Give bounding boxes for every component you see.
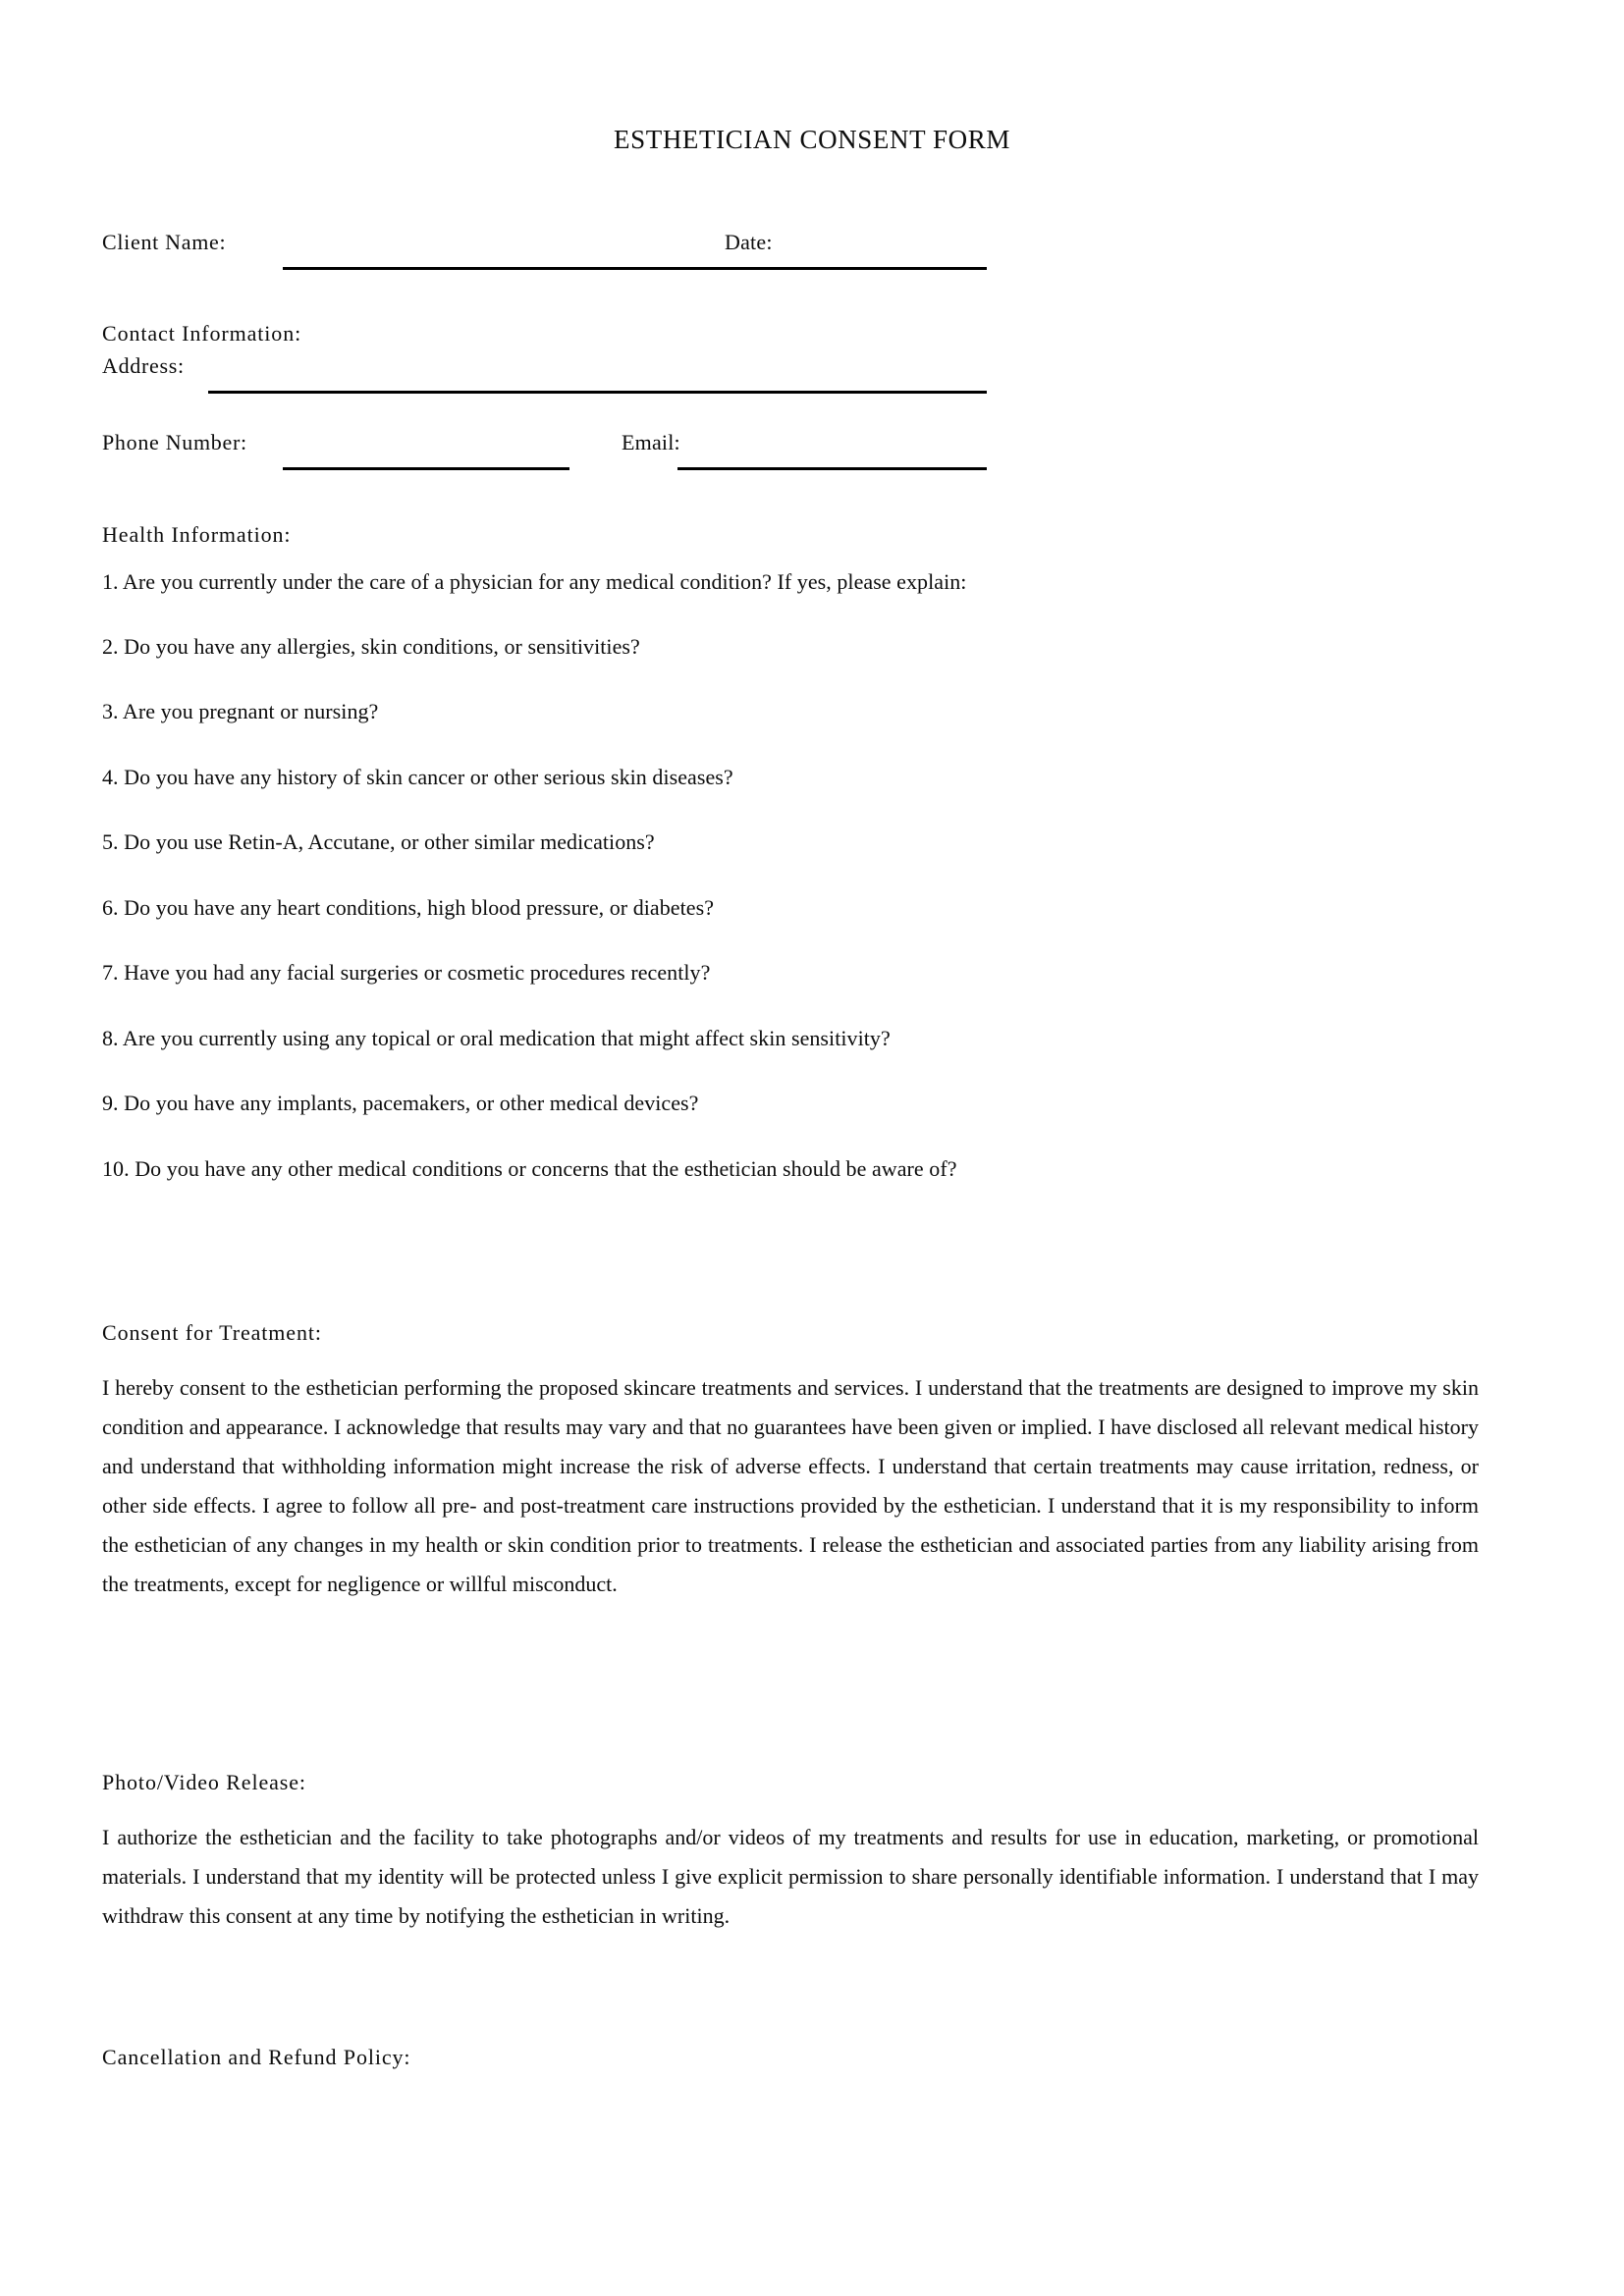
photo-video-release-body: I authorize the esthetician and the facility to take photographs and/or videos of my treatments and results for use in education, marketing, or promotional materials. I understand that my identity will be protected unless I give explicit permission to share personally identifiable information. I understand that I may withdraw this consent at any time by notifying the esthetician in writing. — [102, 1825, 1479, 1928]
photo-video-release-heading: Photo/Video Release: — [102, 1770, 306, 1794]
email-label-wrapper — [622, 430, 680, 455]
health-question-10: 10. Do you have any other medical conditions or concerns that the esthetician should be aware of? — [102, 1156, 957, 1181]
health-question-5: 5. Do you use Retin-A, Accutane, or other similar medications? — [102, 829, 655, 854]
date-label: Date: — [725, 230, 773, 254]
client-name-label: Client Name: — [102, 230, 227, 254]
date-input-line[interactable] — [776, 267, 987, 270]
consent-for-treatment-heading: Consent for Treatment: — [102, 1320, 322, 1345]
health-question-1: 1. Are you currently under the care of a physician for any medical condition? If yes, please explain: — [102, 569, 967, 594]
email-input-line[interactable] — [677, 467, 987, 470]
phone-number-input-line[interactable] — [283, 467, 569, 470]
page-title: ESTHETICIAN CONSENT FORM — [614, 125, 1010, 154]
health-question-8: 8. Are you currently using any topical or oral medication that might affect skin sensitivity? — [102, 1026, 891, 1050]
address-label: Address: — [102, 353, 185, 378]
health-question-3: 3. Are you pregnant or nursing? — [102, 699, 379, 723]
consent-for-treatment-body: I hereby consent to the esthetician performing the proposed skincare treatments and services. I understand that the treatments are designed to improve my skin condition and appearance. I acknowledge that results may vary and that no guarantees have been given or implied. I have disclosed all relevant medical history and understand that withholding information might increase the risk of adverse effects. I understand that certain treatments may cause irritation, redness, or other side effects. I agree to follow all pre- and post-treatment care instructions provided by the esthetician. I understand that it is my responsibility to inform the esthetician of any changes in my health or skin condition prior to treatments. I release the esthetician and associated parties from any liability arising from the treatments, except for negligence or willful misconduct. — [102, 1375, 1479, 1596]
date-label-wrapper — [725, 230, 773, 255]
phone-number-label: Phone Number: — [102, 430, 247, 454]
contact-information-heading: Contact Information: — [102, 321, 302, 346]
health-information-heading: Health Information: — [102, 522, 292, 547]
email-label: Email: — [622, 430, 680, 454]
health-question-7: 7. Have you had any facial surgeries or cosmetic procedures recently? — [102, 960, 711, 985]
client-name-label-wrapper — [102, 230, 226, 255]
health-question-6: 6. Do you have any heart conditions, high blood pressure, or diabetes? — [102, 895, 715, 920]
address-label-wrapper — [102, 353, 185, 379]
cancellation-refund-policy-heading: Cancellation and Refund Policy: — [102, 2045, 411, 2069]
health-question-2: 2. Do you have any allergies, skin conditions, or sensitivities? — [102, 634, 640, 659]
health-question-9: 9. Do you have any implants, pacemakers, or other medical devices? — [102, 1091, 699, 1115]
health-question-4: 4. Do you have any history of skin cancer or other serious skin diseases? — [102, 765, 733, 789]
address-input-line[interactable] — [208, 391, 987, 394]
phone-label-wrapper — [102, 430, 247, 455]
